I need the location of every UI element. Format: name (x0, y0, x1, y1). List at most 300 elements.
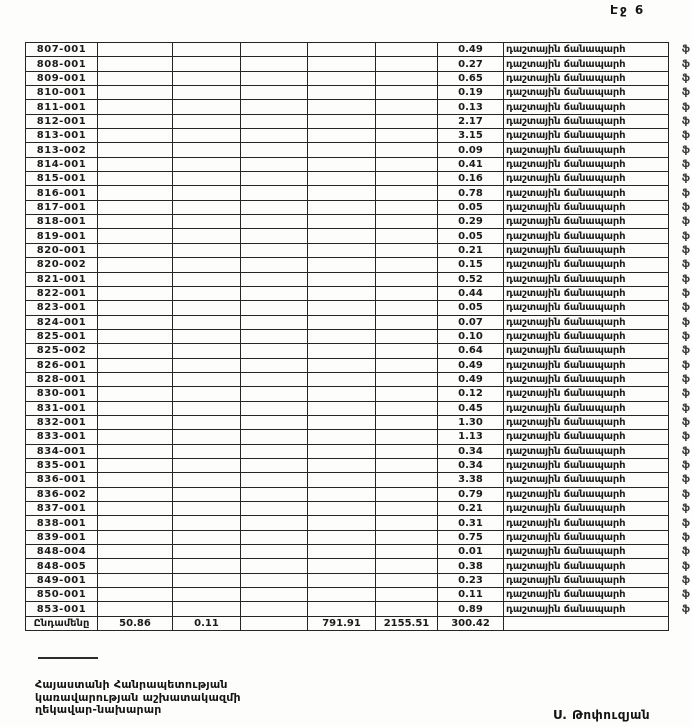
table-row (26, 573, 692, 587)
empty-cell (308, 444, 376, 458)
value-cell: 0.19 (438, 86, 504, 100)
empty-cell (241, 301, 308, 315)
empty-cell (376, 315, 438, 329)
description-cell: դաշտային ճանապարհ (504, 129, 669, 143)
table-row (26, 129, 692, 143)
road-id-cell: 808-001 (26, 57, 98, 71)
empty-cell (173, 559, 241, 573)
empty-cell (308, 487, 376, 501)
edge-fragment: ֆ (669, 172, 692, 186)
empty-cell (376, 143, 438, 157)
value-cell: 0.09 (438, 143, 504, 157)
edge-fragment: ֆ (669, 129, 692, 143)
description-cell: դաշտային ճանապարհ (504, 401, 669, 415)
empty-cell (308, 114, 376, 128)
empty-cell (241, 487, 308, 501)
value-cell: 0.89 (438, 602, 504, 616)
description-cell: դաշտային ճանապարհ (504, 430, 669, 444)
description-cell: դաշտային ճանապարհ (504, 286, 669, 300)
empty-cell (376, 559, 438, 573)
value-cell: 2.17 (438, 114, 504, 128)
description-cell: դաշտային ճանապարհ (504, 415, 669, 429)
empty-cell (376, 387, 438, 401)
description-cell: դաշտային ճանապարհ (504, 329, 669, 343)
value-cell: 3.15 (438, 129, 504, 143)
empty-cell (376, 186, 438, 200)
table-row (26, 172, 692, 186)
edge-fragment: ֆ (669, 444, 692, 458)
table-row (26, 387, 692, 401)
empty-cell (308, 286, 376, 300)
edge-fragment: ֆ (669, 315, 692, 329)
empty-cell (173, 186, 241, 200)
table-row (26, 143, 692, 157)
empty-cell (241, 200, 308, 214)
table-row (26, 415, 692, 429)
description-cell: դաշտային ճանապարհ (504, 157, 669, 171)
empty-cell (98, 372, 173, 386)
road-id-cell: 813-001 (26, 129, 98, 143)
empty-cell (241, 286, 308, 300)
road-id-cell: 848-005 (26, 559, 98, 573)
empty-cell (308, 100, 376, 114)
empty-cell (376, 301, 438, 315)
value-cell: 0.07 (438, 315, 504, 329)
empty-cell (308, 401, 376, 415)
table-row (26, 516, 692, 530)
empty-cell (98, 143, 173, 157)
road-id-cell: 850-001 (26, 588, 98, 602)
description-cell: դաշտային ճանապարհ (504, 387, 669, 401)
empty-cell (376, 358, 438, 372)
edge-fragment: ֆ (669, 100, 692, 114)
empty-cell (308, 430, 376, 444)
empty-cell (241, 516, 308, 530)
edge-fragment: ֆ (669, 186, 692, 200)
empty-cell (98, 301, 173, 315)
description-cell: դաշտային ճանապարհ (504, 545, 669, 559)
empty-cell (376, 215, 438, 229)
empty-cell (376, 545, 438, 559)
table-row (26, 71, 692, 85)
empty-cell (376, 272, 438, 286)
page-number-label: Էջ 6 (610, 3, 646, 17)
empty-cell (98, 444, 173, 458)
table-row (26, 329, 692, 343)
empty-cell (98, 243, 173, 257)
empty-cell (173, 86, 241, 100)
empty-cell (98, 329, 173, 343)
empty-cell (173, 71, 241, 85)
value-cell: 0.49 (438, 43, 504, 57)
value-cell: 0.34 (438, 444, 504, 458)
edge-fragment: ֆ (669, 473, 692, 487)
empty-cell (241, 458, 308, 472)
empty-cell (376, 473, 438, 487)
road-id-cell: 848-004 (26, 545, 98, 559)
empty-cell (98, 43, 173, 57)
value-cell: 0.45 (438, 401, 504, 415)
empty-cell (173, 344, 241, 358)
empty-cell (98, 430, 173, 444)
road-id-cell: 849-001 (26, 573, 98, 587)
road-id-cell: 833-001 (26, 430, 98, 444)
edge-fragment: ֆ (669, 545, 692, 559)
description-cell: դաշտային ճանապարհ (504, 602, 669, 616)
value-cell: 0.78 (438, 186, 504, 200)
total-description (504, 616, 669, 630)
empty-cell (173, 358, 241, 372)
edge-fragment: ֆ (669, 458, 692, 472)
empty-cell (241, 559, 308, 573)
empty-cell (98, 516, 173, 530)
description-cell: դաշտային ճանապարհ (504, 458, 669, 472)
empty-cell (376, 114, 438, 128)
empty-cell (173, 458, 241, 472)
edge-fragment: ֆ (669, 530, 692, 544)
description-cell: դաշտային ճանապարհ (504, 100, 669, 114)
value-cell: 0.21 (438, 502, 504, 516)
empty-cell (376, 344, 438, 358)
empty-cell (173, 172, 241, 186)
table-row (26, 545, 692, 559)
empty-cell (98, 473, 173, 487)
description-cell: դաշտային ճանապարհ (504, 516, 669, 530)
empty-cell (241, 444, 308, 458)
empty-cell (98, 129, 173, 143)
total-col-d: 791.91 (308, 616, 376, 630)
empty-cell (376, 43, 438, 57)
edge-fragment: ֆ (669, 215, 692, 229)
empty-cell (173, 114, 241, 128)
table-row (26, 157, 692, 171)
empty-cell (98, 157, 173, 171)
empty-cell (173, 530, 241, 544)
empty-cell (98, 286, 173, 300)
description-cell: դաշտային ճանապարհ (504, 172, 669, 186)
empty-cell (173, 487, 241, 501)
empty-cell (241, 545, 308, 559)
description-cell: դաշտային ճանապարհ (504, 344, 669, 358)
empty-cell (173, 573, 241, 587)
scan-artifact-line (38, 657, 98, 659)
empty-cell (173, 502, 241, 516)
empty-cell (308, 415, 376, 429)
empty-cell (173, 200, 241, 214)
empty-cell (98, 487, 173, 501)
description-cell: դաշտային ճանապարհ (504, 573, 669, 587)
empty-cell (308, 473, 376, 487)
org-line: Հայաստանի Հանրապետության (35, 678, 228, 691)
edge-fragment: ֆ (669, 502, 692, 516)
edge-fragment: ֆ (669, 71, 692, 85)
empty-cell (241, 401, 308, 415)
empty-cell (308, 315, 376, 329)
road-id-cell: 809-001 (26, 71, 98, 85)
empty-cell (308, 588, 376, 602)
road-id-cell: 853-001 (26, 602, 98, 616)
empty-cell (98, 358, 173, 372)
empty-cell (376, 444, 438, 458)
empty-cell (241, 372, 308, 386)
empty-cell (308, 143, 376, 157)
empty-cell (173, 143, 241, 157)
road-id-cell: 835-001 (26, 458, 98, 472)
value-cell: 0.21 (438, 243, 504, 257)
empty-cell (98, 573, 173, 587)
description-cell: դաշտային ճանապարհ (504, 114, 669, 128)
empty-cell (376, 200, 438, 214)
empty-cell (173, 43, 241, 57)
value-cell: 0.65 (438, 71, 504, 85)
empty-cell (308, 243, 376, 257)
table-row (26, 43, 692, 57)
road-id-cell: 836-002 (26, 487, 98, 501)
empty-cell (98, 229, 173, 243)
empty-cell (98, 559, 173, 573)
total-value: 300.42 (438, 616, 504, 630)
value-cell: 0.12 (438, 387, 504, 401)
empty-cell (376, 286, 438, 300)
empty-cell (98, 57, 173, 71)
edge-fragment: ֆ (669, 516, 692, 530)
empty-cell (308, 602, 376, 616)
empty-cell (376, 602, 438, 616)
empty-cell (173, 588, 241, 602)
empty-cell (173, 286, 241, 300)
edge-fragment: ֆ (669, 344, 692, 358)
table-row (26, 602, 692, 616)
empty-cell (98, 502, 173, 516)
edge-fragment: ֆ (669, 487, 692, 501)
empty-cell (308, 458, 376, 472)
empty-cell (173, 602, 241, 616)
edge-fragment: ֆ (669, 372, 692, 386)
table-row (26, 200, 692, 214)
empty-cell (308, 301, 376, 315)
road-id-cell: 834-001 (26, 444, 98, 458)
road-id-cell: 821-001 (26, 272, 98, 286)
empty-cell (308, 57, 376, 71)
empty-cell (241, 243, 308, 257)
empty-cell (98, 458, 173, 472)
value-cell: 0.05 (438, 301, 504, 315)
edge-fragment: ֆ (669, 588, 692, 602)
road-id-cell: 818-001 (26, 215, 98, 229)
table-row (26, 215, 692, 229)
road-id-cell: 824-001 (26, 315, 98, 329)
table-row (26, 530, 692, 544)
table-row (26, 100, 692, 114)
empty-cell (376, 229, 438, 243)
empty-cell (376, 458, 438, 472)
empty-cell (376, 243, 438, 257)
empty-cell (376, 487, 438, 501)
empty-cell (98, 215, 173, 229)
road-id-cell: 825-001 (26, 329, 98, 343)
empty-cell (241, 272, 308, 286)
description-cell: դաշտային ճանապարհ (504, 186, 669, 200)
table-row (26, 358, 692, 372)
road-id-cell: 811-001 (26, 100, 98, 114)
empty-cell (241, 157, 308, 171)
empty-cell (241, 415, 308, 429)
empty-cell (98, 315, 173, 329)
empty-cell (308, 186, 376, 200)
edge-fragment: ֆ (669, 286, 692, 300)
empty-cell (98, 387, 173, 401)
empty-cell (98, 71, 173, 85)
empty-cell (308, 573, 376, 587)
signature-name: Ս. Թոփուզյան (553, 708, 651, 722)
value-cell: 0.38 (438, 559, 504, 573)
edge-fragment: ֆ (669, 86, 692, 100)
value-cell: 0.11 (438, 588, 504, 602)
value-cell: 0.29 (438, 215, 504, 229)
empty-cell (376, 86, 438, 100)
empty-cell (308, 157, 376, 171)
road-id-cell: 814-001 (26, 157, 98, 171)
empty-cell (308, 559, 376, 573)
empty-cell (241, 129, 308, 143)
table-row (26, 114, 692, 128)
edge-fragment: ֆ (669, 430, 692, 444)
edge-fragment: ֆ (669, 43, 692, 57)
empty-cell (173, 430, 241, 444)
empty-cell (376, 57, 438, 71)
empty-cell (98, 172, 173, 186)
empty-cell (308, 71, 376, 85)
road-id-cell: 810-001 (26, 86, 98, 100)
empty-cell (241, 430, 308, 444)
empty-cell (308, 86, 376, 100)
edge-fragment: ֆ (669, 573, 692, 587)
description-cell: դաշտային ճանապարհ (504, 358, 669, 372)
description-cell: դաշտային ճանապարհ (504, 86, 669, 100)
empty-cell (98, 401, 173, 415)
table-row (26, 487, 692, 501)
empty-cell (308, 200, 376, 214)
value-cell: 0.05 (438, 229, 504, 243)
road-id-cell: 836-001 (26, 473, 98, 487)
org-line: կառավարության աշխատակազմի (35, 690, 241, 704)
description-cell: դաշտային ճանապարհ (504, 71, 669, 85)
empty-cell (376, 100, 438, 114)
description-cell: դաշտային ճանապարհ (504, 143, 669, 157)
table-body (26, 43, 692, 617)
value-cell: 0.64 (438, 344, 504, 358)
value-cell: 0.10 (438, 329, 504, 343)
description-cell: դաշտային ճանապարհ (504, 444, 669, 458)
description-cell: դաշտային ճանապարհ (504, 301, 669, 315)
empty-cell (241, 186, 308, 200)
empty-cell (241, 588, 308, 602)
value-cell: 3.38 (438, 473, 504, 487)
empty-cell (241, 143, 308, 157)
empty-cell (376, 573, 438, 587)
table-row (26, 272, 692, 286)
empty-cell (308, 545, 376, 559)
road-id-cell: 812-001 (26, 114, 98, 128)
description-cell: դաշտային ճանապարհ (504, 530, 669, 544)
empty-cell (241, 315, 308, 329)
empty-cell (173, 57, 241, 71)
value-cell: 1.13 (438, 430, 504, 444)
edge-fragment: ֆ (669, 243, 692, 257)
value-cell: 0.79 (438, 487, 504, 501)
empty-cell (98, 530, 173, 544)
description-cell: դաշտային ճանապարհ (504, 502, 669, 516)
empty-cell (376, 157, 438, 171)
description-cell: դաշտային ճանապարհ (504, 473, 669, 487)
table-row (26, 57, 692, 71)
value-cell: 0.27 (438, 57, 504, 71)
table-row (26, 243, 692, 257)
description-cell: դաշտային ճանապարհ (504, 258, 669, 272)
empty-cell (173, 401, 241, 415)
edge-fragment: ֆ (669, 272, 692, 286)
value-cell: 0.41 (438, 157, 504, 171)
edge-fragment: ֆ (669, 200, 692, 214)
value-cell: 0.05 (438, 200, 504, 214)
empty-cell (308, 502, 376, 516)
road-id-cell: 819-001 (26, 229, 98, 243)
value-cell: 0.75 (438, 530, 504, 544)
empty-cell (308, 329, 376, 343)
road-id-cell: 817-001 (26, 200, 98, 214)
empty-cell (241, 602, 308, 616)
edge-fragment: ֆ (669, 114, 692, 128)
empty-cell (173, 329, 241, 343)
empty-cell (98, 114, 173, 128)
empty-cell (98, 602, 173, 616)
description-cell: դաշտային ճանապարհ (504, 559, 669, 573)
value-cell: 0.49 (438, 358, 504, 372)
value-cell: 0.49 (438, 372, 504, 386)
empty-cell (173, 315, 241, 329)
description-cell: դաշտային ճանապարհ (504, 200, 669, 214)
empty-cell (308, 129, 376, 143)
road-id-cell: 815-001 (26, 172, 98, 186)
total-label: Ընդամենը (26, 616, 98, 630)
table-row (26, 502, 692, 516)
edge-fragment: ֆ (669, 157, 692, 171)
table-row (26, 86, 692, 100)
empty-cell (308, 344, 376, 358)
empty-cell (173, 215, 241, 229)
empty-cell (241, 57, 308, 71)
table-row (26, 286, 692, 300)
table-row (26, 559, 692, 573)
empty-cell (241, 215, 308, 229)
empty-cell (241, 229, 308, 243)
empty-cell (173, 100, 241, 114)
road-id-cell: 823-001 (26, 301, 98, 315)
road-register-table (25, 42, 692, 631)
road-id-cell: 837-001 (26, 502, 98, 516)
table-row (26, 229, 692, 243)
table-row (26, 258, 692, 272)
empty-cell (173, 372, 241, 386)
description-cell: դաշտային ճանապարհ (504, 588, 669, 602)
edge-fragment: ֆ (669, 329, 692, 343)
table-row (26, 458, 692, 472)
total-col-e: 2155.51 (376, 616, 438, 630)
empty-cell (376, 329, 438, 343)
empty-cell (308, 258, 376, 272)
empty-cell (173, 243, 241, 257)
edge-fragment (669, 616, 692, 630)
